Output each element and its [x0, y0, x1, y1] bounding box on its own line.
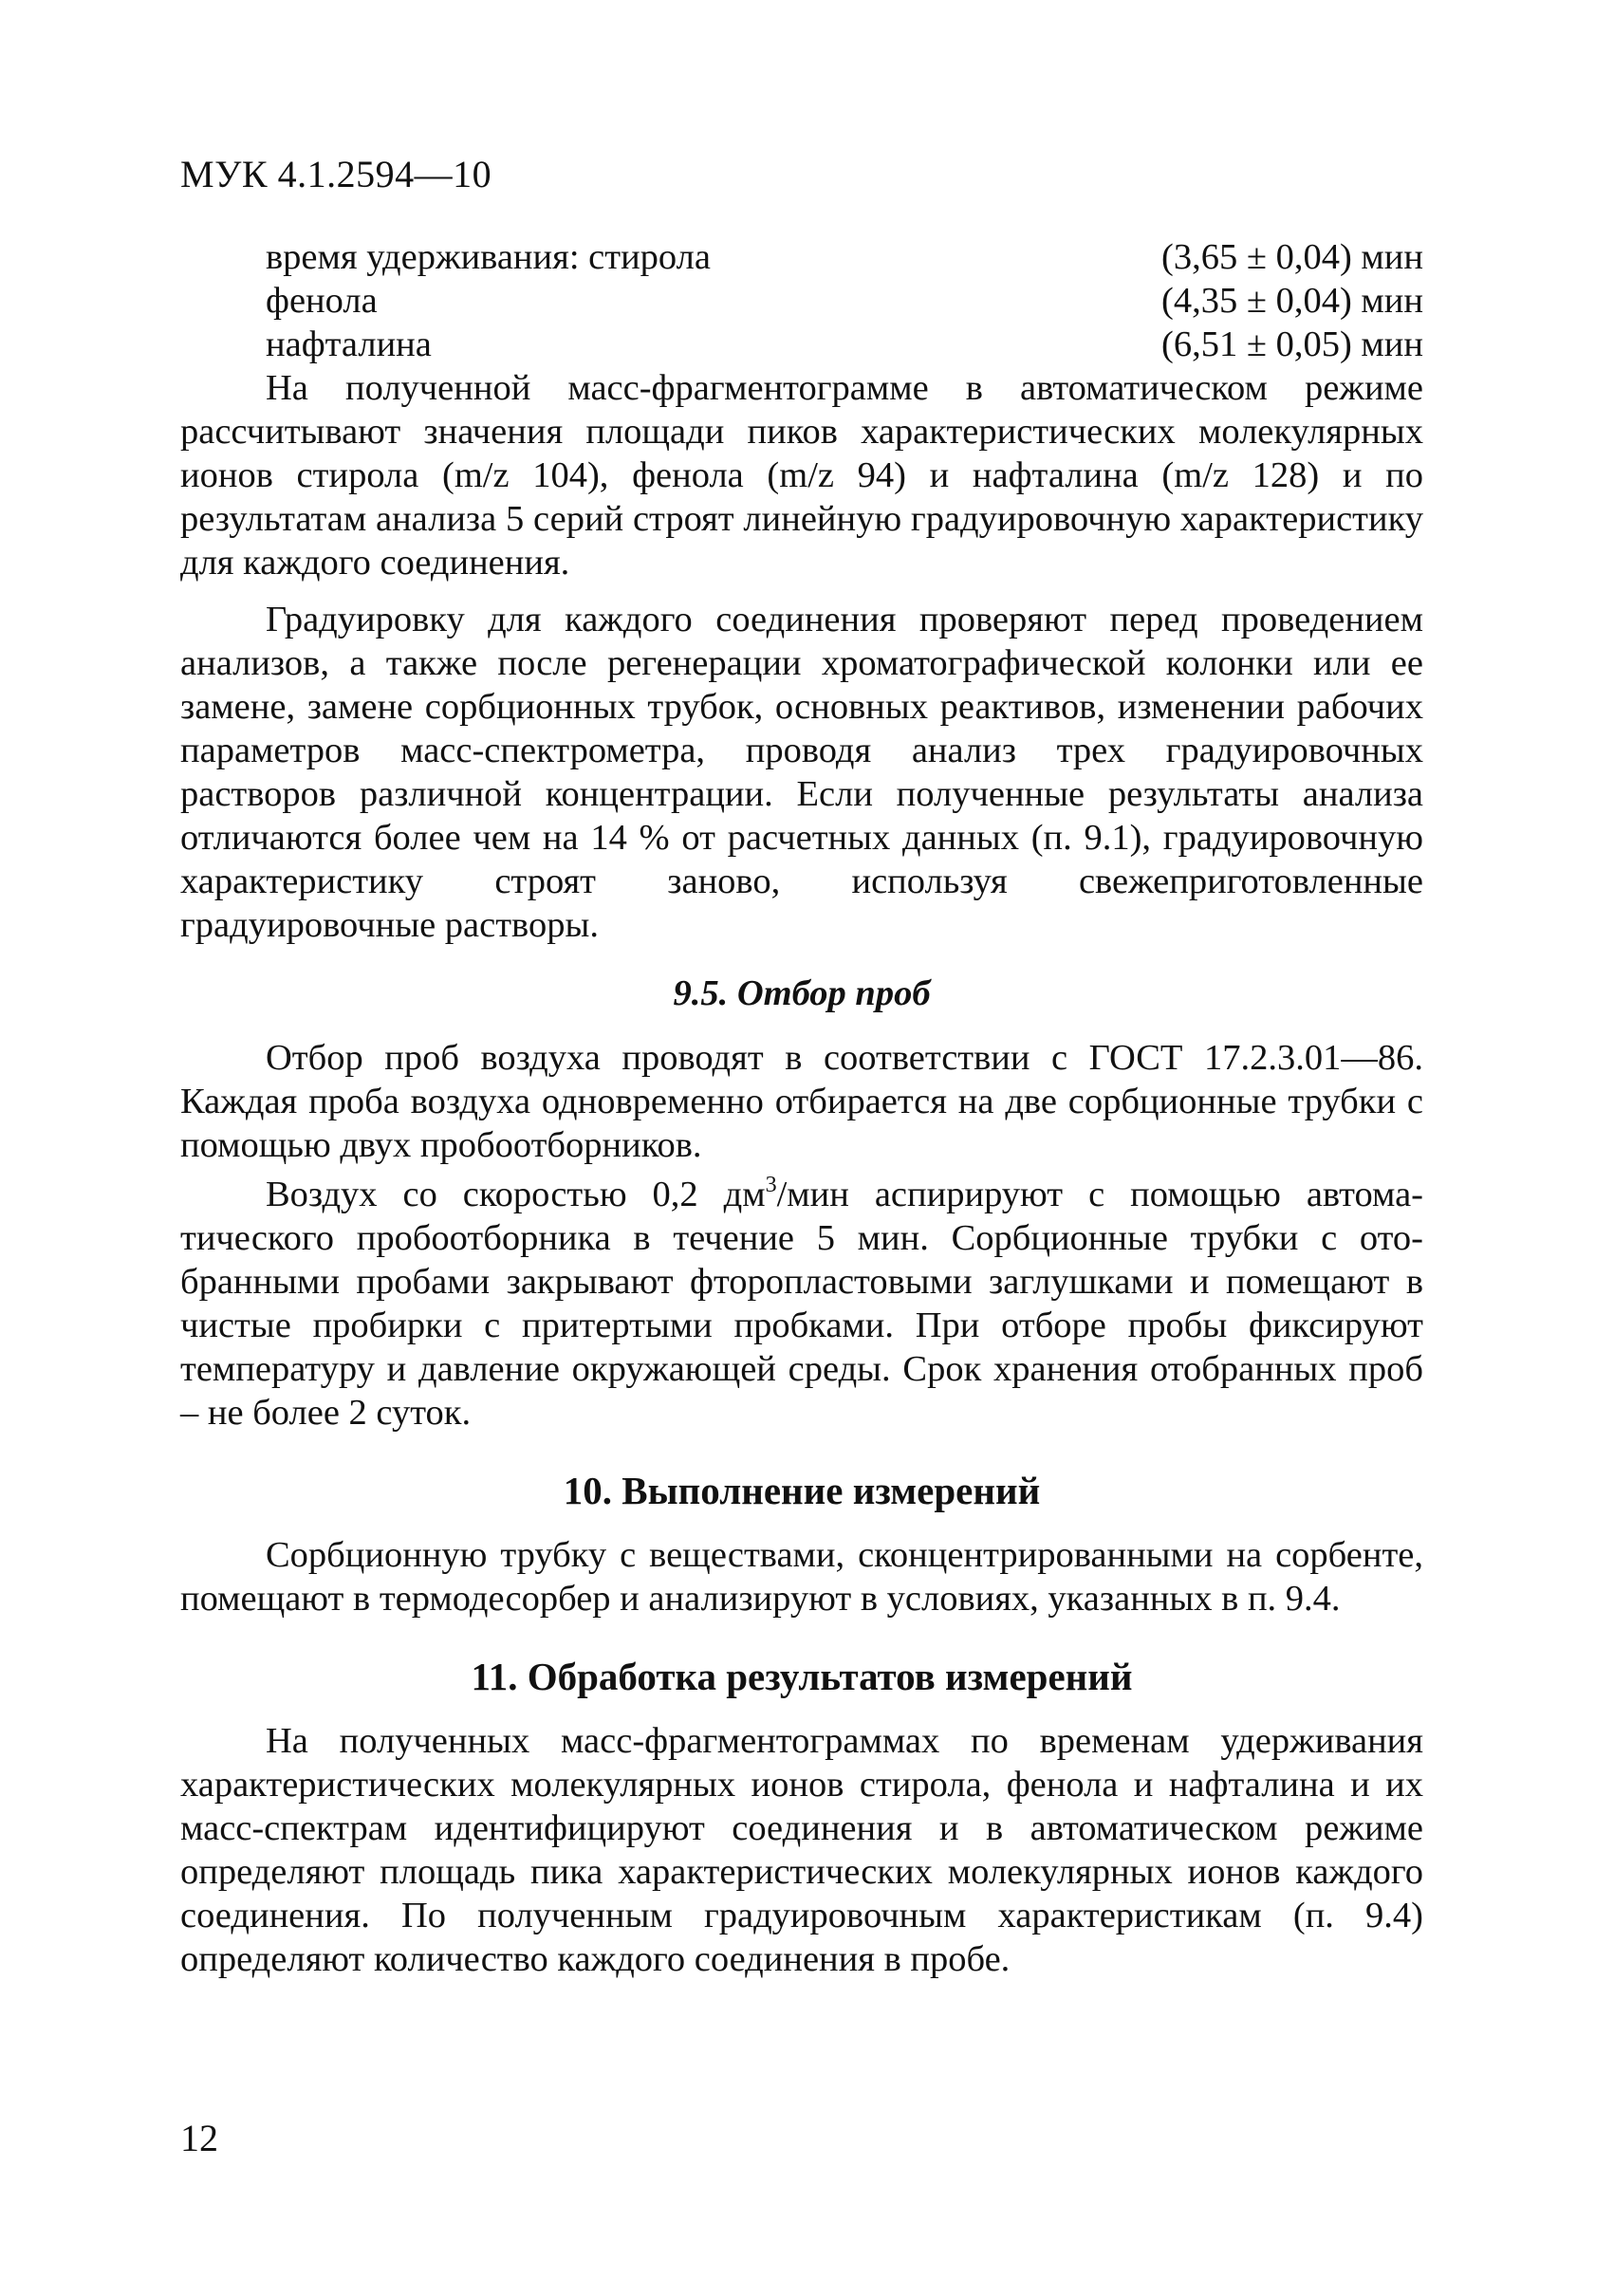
retention-time-row	[180, 235, 1423, 279]
paragraph-measurement-procedure: Сорбционную трубку с веществами, сконцентрированными на сорбенте, помещают в термодесорбер и анализируют в условиях, указанных в п. 9.4.	[180, 1535, 1423, 1619]
paragraph-calibration-check: Градуировку для каждого соединения проверяют перед проведением анализов, а также после регенерации хроматографической колонки или ее замене, замене сорбционных трубок, основных реактивов, изменении рабочих параметров масс-спектрометра, проводя анализ трех градуировочных растворов различной концентрации. Если полученные результаты анализа отличаются более чем на 14 % от расчетных данных (п. 9.1), градуировочную характеристику строят заново, используя свежеприготовленные градуировочные растворы.	[180, 600, 1423, 945]
retention-time-row	[180, 323, 1423, 366]
retention-time-label: время удерживания: стирола	[266, 237, 711, 277]
retention-time-value: (4,35 ± 0,04) мин	[1161, 281, 1423, 321]
unit-superscript: 3	[765, 1173, 777, 1197]
paragraph-sampling-standard: Отбор проб воздуха проводят в соответствии с ГОСТ 17.2.3.01—86. Каждая проба воздуха одновременно отбирается на две сорбционные трубки с помощью двух пробоотборников.	[180, 1038, 1423, 1165]
air-speed-text: Воздух со скоростью 0,2 дм	[266, 1175, 766, 1214]
retention-time-value: (3,65 ± 0,04) мин	[1161, 237, 1423, 277]
paragraph-mass-fragmentogram: На полученной масс-фрагментограмме в автоматическом режиме рассчитывают значения площади пиков характеристических молекулярных ионов стирола (m/z 104), фенола (m/z 94) и нафталина (m/z 128) и по результатам анализа 5 серий строят линейную градуировочную характеристику для каждого соединения.	[180, 368, 1423, 583]
retention-time-value: (6,51 ± 0,05) мин	[1161, 324, 1423, 364]
paragraph-result-processing: На полученных масс-фрагментограммах по временам удерживания характеристических молекулярных ионов стирола, фенола и нафталина и их масс-спектрам идентифицируют соединения и в автоматическом режиме определяют площадь пика характеристических молекулярных ионов каждого соединения. По полученным градуировочным характеристикам (п. 9.4) определяют количество каждого соединения в пробе.	[180, 1721, 1423, 1979]
section-heading-sampling: 9.5. Отбор проб	[673, 973, 931, 1013]
retention-time-row	[180, 279, 1423, 323]
page-content	[180, 235, 1423, 1981]
retention-time-label: фенола	[266, 281, 378, 321]
section-heading-processing: 11. Обработка результатов измерений	[471, 1655, 1133, 1698]
document-code-header: МУК 4.1.2594—10	[180, 153, 492, 195]
page-number: 12	[180, 2117, 218, 2159]
section-heading-measurements: 10. Выполнение измерений	[563, 1469, 1041, 1512]
aspiration-text: /мин аспирируют с помощью автоматического пробоотборника в течение 5 мин. Сорбционные трубки с отобранными пробами закрывают фторопластовыми заглушками и помещают в чистые пробирки с притертыми пробками. При отборе пробы фиксируют температуру и давление окружающей среды. Срок хранения отобранных проб – не более 2 суток.	[180, 1175, 1423, 1433]
paragraph-air-aspiration	[180, 1173, 1423, 1435]
retention-time-label: нафталина	[266, 324, 432, 364]
